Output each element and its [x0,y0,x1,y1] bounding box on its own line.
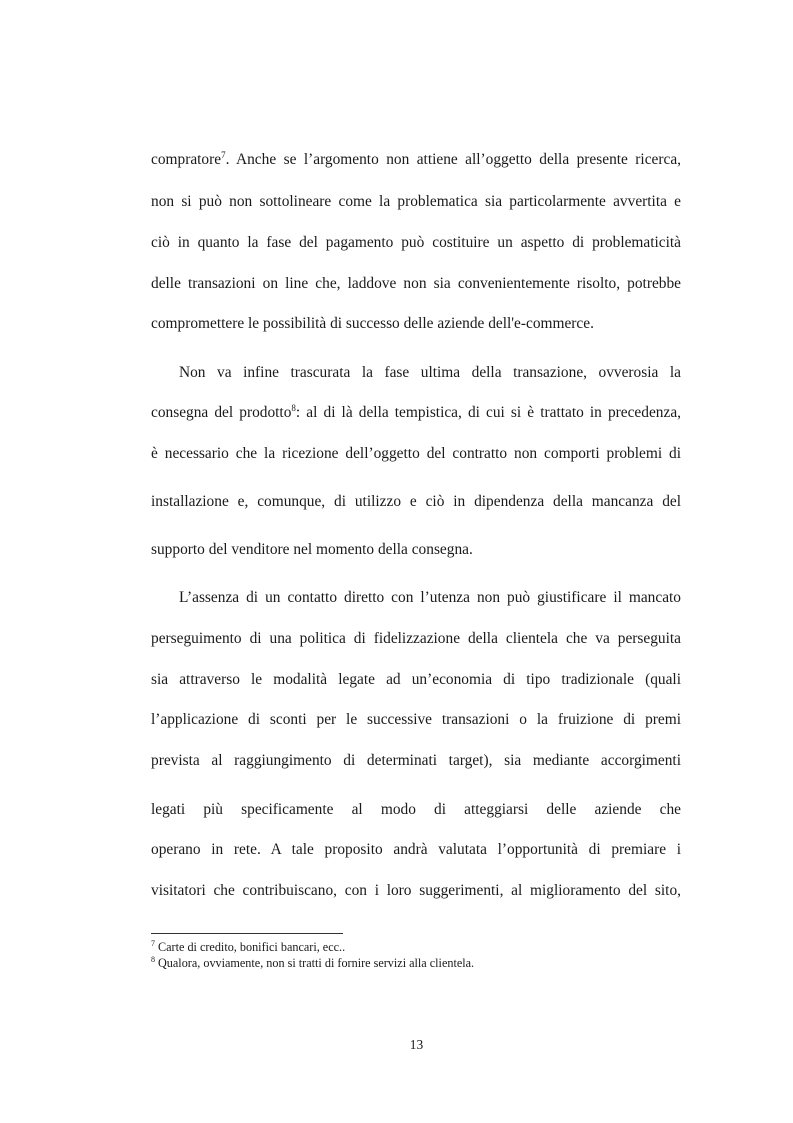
text-line: consegna del prodotto$^8$: al di là della tempistica, di cui si è trattato in precedenza, [151,403,681,421]
footnote-ref: 7 [221,150,226,160]
text-line: compromettere le possibilità di successo delle aziende dell'e-commerce. [151,315,594,332]
footnote [151,940,345,954]
text-line: Non va infine trascurata la fase ultima della transazione, ovverosia la [179,364,681,381]
text-line: prevista al raggiungimento di determinati target), sia mediante accorgimenti [151,752,681,769]
footnote-mark: 7 [151,939,155,948]
text-line: L’assenza di un contatto diretto con l’utenza non può giustificare il mancato [179,589,681,606]
footnote-mark: 8 [151,955,155,964]
page-number: 13 [409,1037,424,1052]
text-line: supporto del venditore nel momento della consegna. [151,541,473,558]
footnote-text: Qualora, ovviamente, non si tratti di fornire servizi alla clientela. [158,956,475,970]
text-line: installazione e, comunque, di utilizzo e ciò in dipendenza della mancanza del [151,493,681,510]
text-line: non si può non sottolineare come la problematica sia particolarmente avvertita e [151,193,681,210]
text-line: delle transazioni on line che, laddove non sia convenientemente risolto, potrebbe [151,275,681,292]
text-line: è necessario che la ricezione dell’oggetto del contratto non comporti problemi di [151,445,681,462]
text-line: ciò in quanto la fase del pagamento può costituire un aspetto di problematicità [151,234,681,251]
text-line: compratore$^7$. Anche se l’argomento non attiene all’oggetto della presente ricerca, [151,150,681,168]
text-line: l’applicazione di sconti per le successive transazioni o la fruizione di premi [151,711,681,728]
text-line: legati più specificamente al modo di atteggiarsi delle aziende che [151,801,681,818]
footnote-separator [151,933,343,934]
text-line: operano in rete. A tale proposito andrà valutata l’opportunità di premiare i [151,841,681,858]
footnote-text: Carte di credito, bonifici bancari, ecc.. [158,940,346,954]
text-line: sia attraverso le modalità legate ad un’economia di tipo tradizionale (quali [151,671,681,688]
footnote [151,956,474,970]
text-line: perseguimento di una politica di fidelizzazione della clientela che va perseguita [151,630,681,647]
text-line: visitatori che contribuiscano, con i loro suggerimenti, al miglioramento del sito, [151,882,681,899]
footnote-ref: 8 [291,403,296,413]
